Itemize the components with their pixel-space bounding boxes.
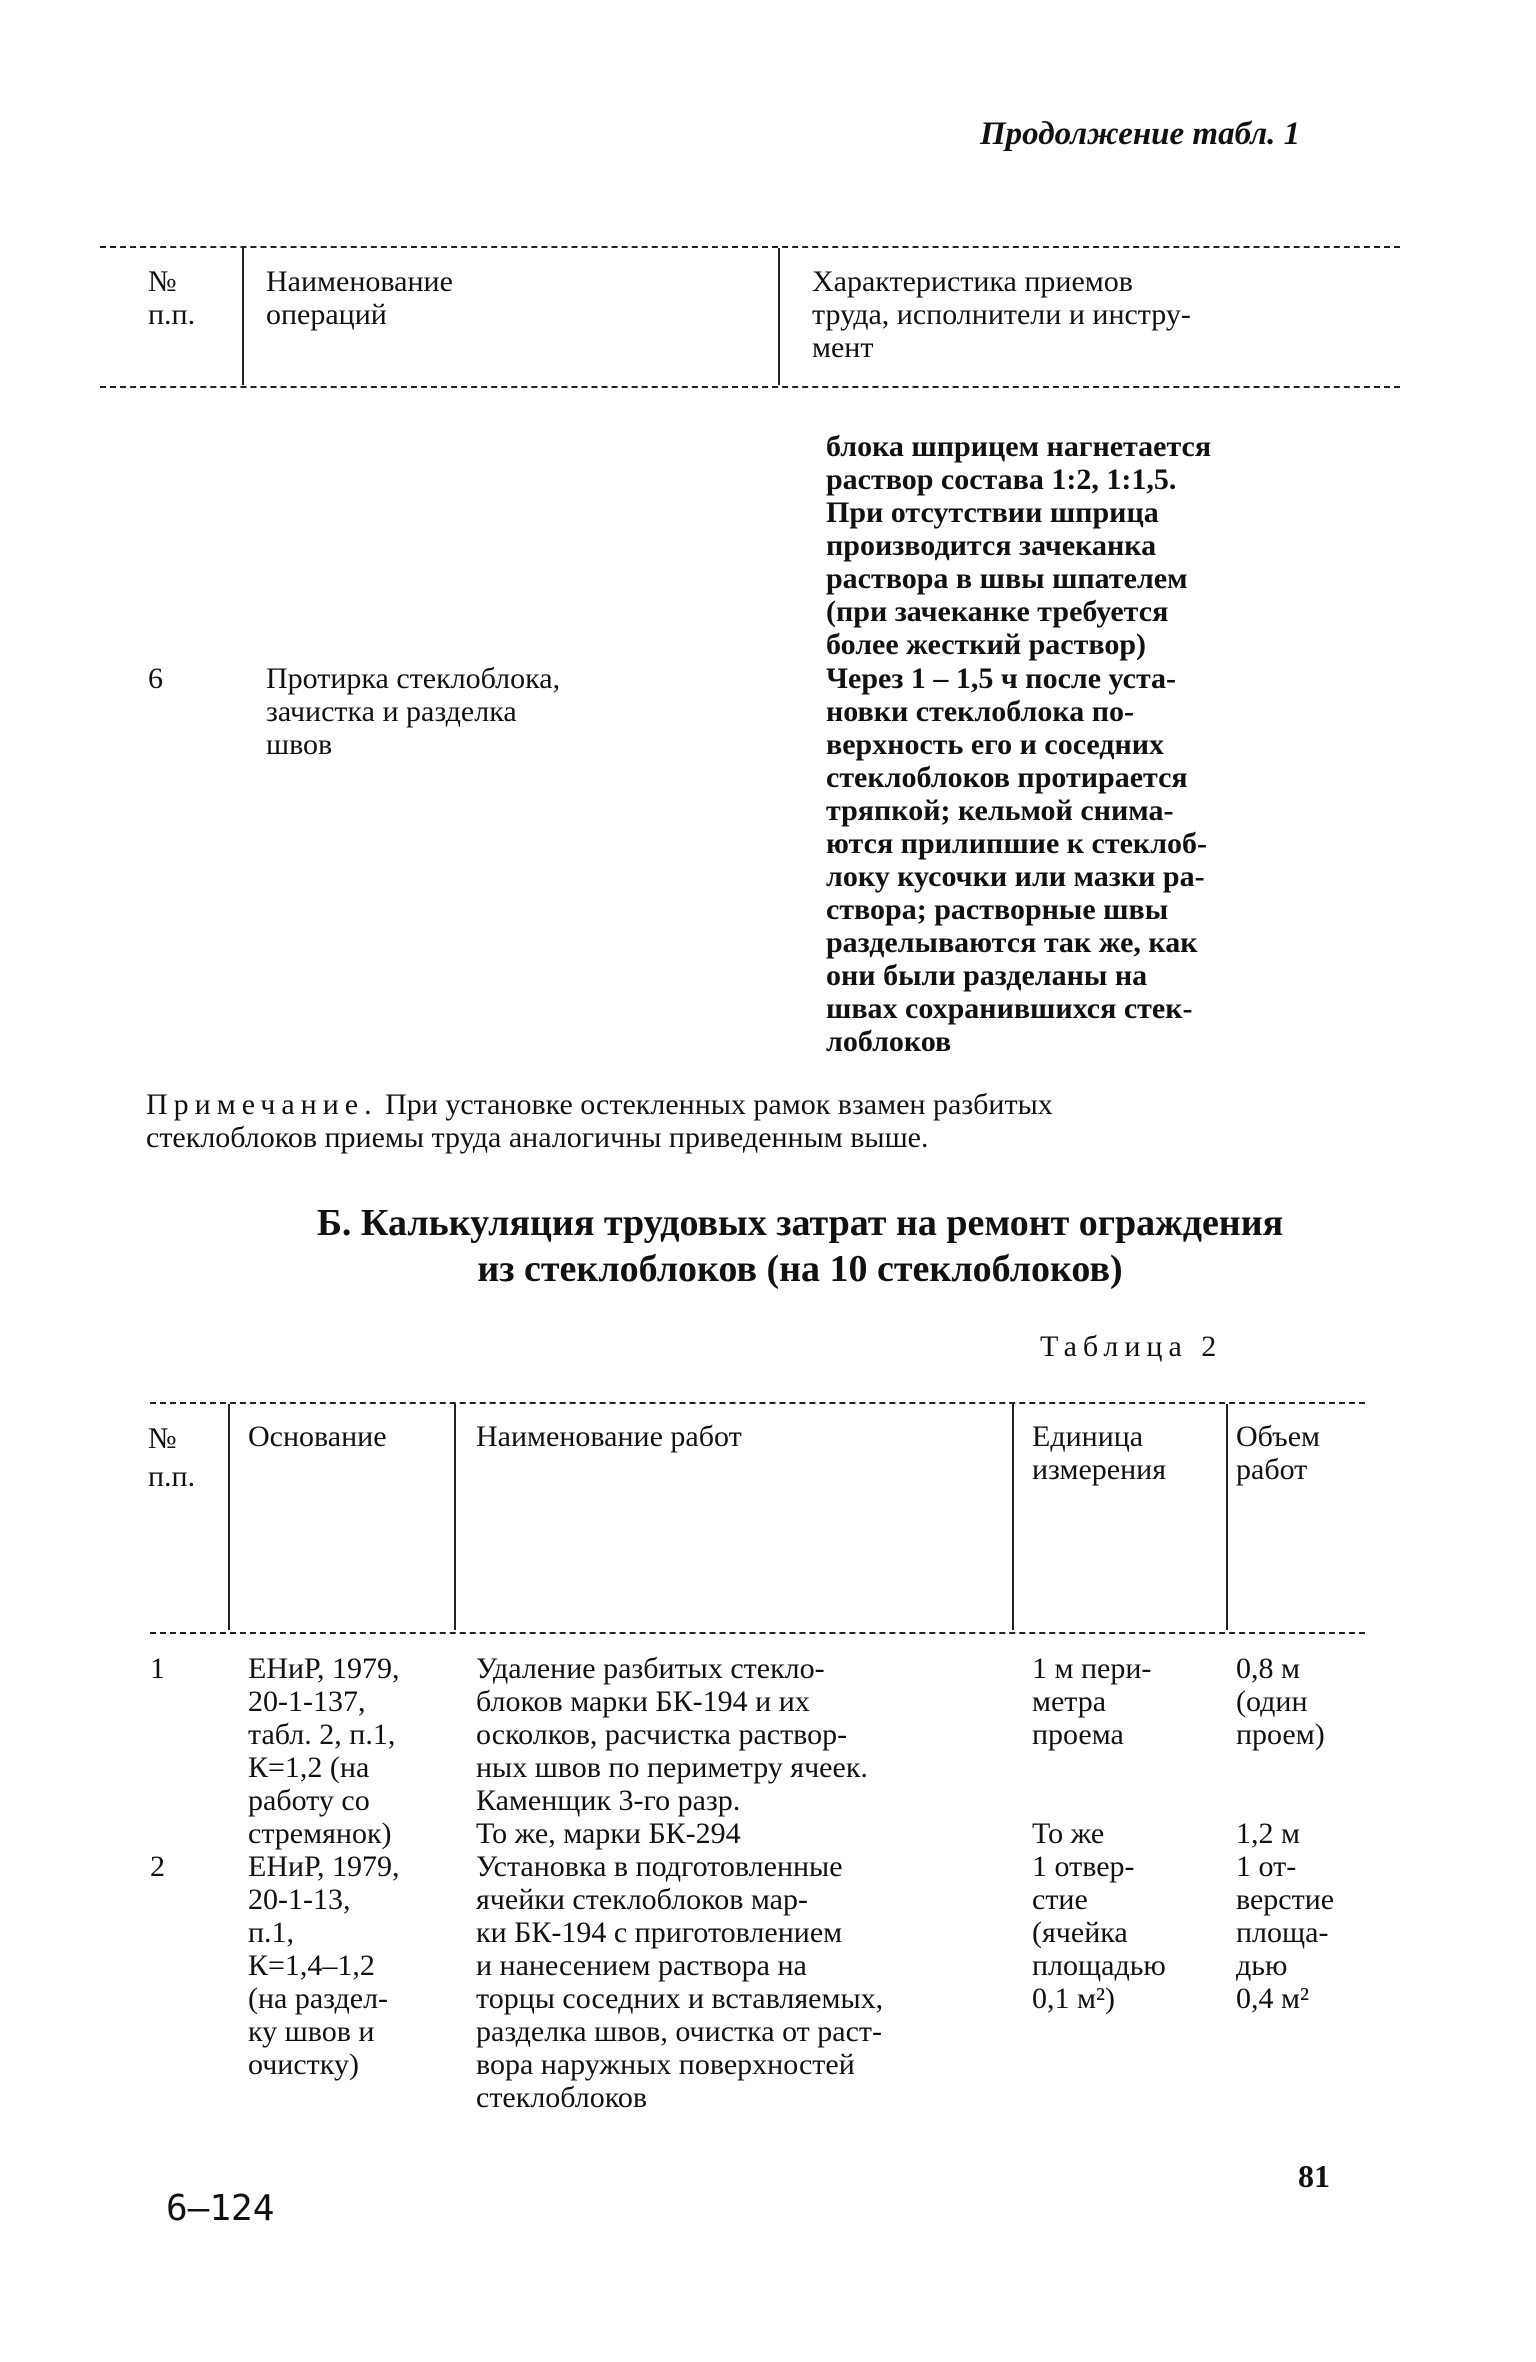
table1-row-desc: Через 1 – 1,5 ч после уста- новки стеклоблока по- верхность его и соседних стеклоблоков протирается тряпкой; кельмой снима- ются прилипшие к стеклоб- локу кусочки или мазки ра- створа; растворные швы разделываются так же, как они были разделаны на швах сохранившихся стек- лоблоков — [826, 662, 1208, 1058]
table2-col-divider-2 — [454, 1404, 456, 1630]
table1-row-num: 6 — [148, 662, 163, 695]
table2-row1-basis: ЕНиР, 1979, 20-1-137, табл. 2, п.1, К=1,2 (на работу со стремянок) — [248, 1652, 400, 1850]
table2-header-num: № п.п. — [148, 1422, 196, 1493]
table2-header-unit: Единица измерения — [1032, 1420, 1167, 1486]
table1-col-divider-2 — [778, 248, 780, 385]
table2-header-work: Наименование работ — [476, 1420, 742, 1453]
note-label: Примечание. — [146, 1088, 378, 1121]
note-paragraph — [146, 1088, 1416, 1154]
table1-col-divider-1 — [242, 248, 244, 385]
table1-continued-text: блока шприцем нагнетается раствор состава 1:2, 1:1,5. При отсутствии шприца производится зачеканка раствора в швы шпателем (при зачеканке требуется более жесткий раствор) — [826, 430, 1212, 661]
table2-row1-work: Удаление разбитых стекло- блоков марки БК-194 и их осколков, расчистка раствор- ных швов по периметру ячеек. Каменщик 3-го разр. То же, марки БК-294 — [476, 1652, 868, 1850]
note-text: При установке остекленных рамок взамен разбитых стеклоблоков приемы труда аналогичны приведенным выше. — [146, 1088, 1053, 1154]
continuation-label: Продолжение табл. 1 — [980, 116, 1301, 152]
table2-header-basis: Основание — [248, 1420, 387, 1453]
table1-row-name: Протирка стеклоблока, зачистка и разделка швов — [266, 662, 561, 761]
table1-header-rule — [100, 386, 1400, 388]
table2-col-divider-1 — [228, 1404, 230, 1630]
table2-row2-basis: ЕНиР, 1979, 20-1-13, п.1, К=1,4–1,2 (на раздел- ку швов и очистку) — [248, 1850, 400, 2081]
table2-row2-volume: 1 от- верстие площа- дью 0,4 м² — [1236, 1850, 1335, 2015]
table2-top-rule — [150, 1402, 1365, 1404]
table1-header-num: № п.п. — [148, 265, 196, 331]
table2-header-volume: Объем работ — [1236, 1420, 1320, 1486]
table1-header-name: Наименование операций — [266, 265, 453, 331]
table2-caption: Таблица 2 — [1040, 1330, 1223, 1363]
table2-row2-unit: 1 отвер- стие (ячейка площадью 0,1 м²) — [1032, 1850, 1166, 2015]
page-number: 81 — [1298, 2158, 1330, 2194]
table2-row2-work: Установка в подготовленные ячейки стеклоблоков мар- ки БК-194 с приготовлением и нанесением раствора на торцы соседних и вставляемых, разделка швов, очистка от раст- вора наружных поверхностей стеклоблоков — [476, 1850, 884, 2114]
table2-col-divider-3 — [1012, 1404, 1014, 1630]
table1-top-rule — [100, 246, 1400, 248]
footer-code: 6–124 — [166, 2188, 275, 2229]
table2-row1-volume: 0,8 м (один проем) 1,2 м — [1236, 1652, 1325, 1850]
section-title: Б. Калькуляция трудовых затрат на ремонт ограждения из стеклоблоков (на 10 стеклоблоков) — [316, 1202, 1284, 1290]
table2-row1-unit: 1 м пери- метра проема То же — [1032, 1652, 1152, 1850]
table2-row2-num: 2 — [150, 1850, 165, 1883]
table2-row1-num: 1 — [150, 1652, 165, 1685]
table2-col-divider-4 — [1226, 1404, 1228, 1630]
table1-header-desc: Характеристика приемов труда, исполнители и инстру- мент — [812, 265, 1191, 364]
table2-header-rule — [150, 1632, 1365, 1634]
